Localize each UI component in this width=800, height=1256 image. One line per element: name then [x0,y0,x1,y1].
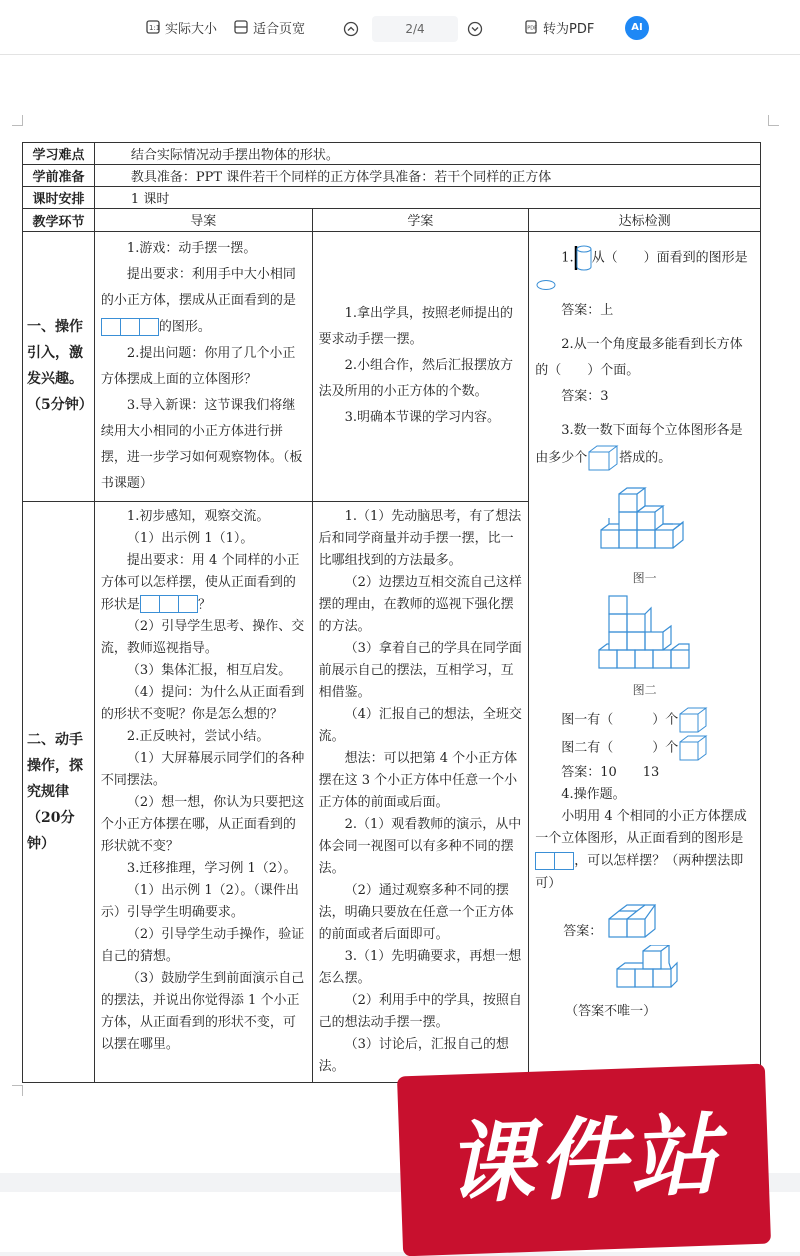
table-header-row [23,209,761,232]
check-q1 [535,244,754,298]
fit-width-label: 适合页宽 [253,21,306,37]
answer-cubes-two [615,945,679,991]
lesson-plan-table [22,142,761,1083]
check-text: 小明用 4 个相同的小正方体摆成一个立体图形，从正面看到的图形是 [535,809,747,846]
study-text: （2）边摆边互相交流自己这样摆的理由，在教师的巡视下强化摆的方法。 [318,574,522,634]
actual-size-icon [146,20,160,34]
row-value: 教具准备：PPT 课件若干个同样的正方体学具准备：若干个同样的正方体 [94,165,760,187]
cube-icon [678,734,708,762]
guide-text [101,550,306,617]
guide-text: （3）集体汇报，相互启发。 [126,663,292,678]
cylinder-icon [574,244,592,272]
header-study: 学案 [312,209,529,232]
guide-text: 2.正反映衬，尝试小结。 [126,729,270,744]
actual-size-button[interactable] [146,15,217,39]
two-squares-figure [535,850,574,872]
header-stage: 教学环节 [23,209,95,232]
guide-text: （2）想一想，你认为只要把这个小正方体摆在哪，从正面看到的形状就不变？ [100,795,305,854]
guide-text: （4）提问：为什么从正面看到的形状不变呢？你是怎么想的？ [100,685,305,722]
study-text: 3.（1）先明确要求，再想一想怎么摆。 [318,948,522,986]
row-value: 结合实际情况动手摆出物体的形状。 [94,143,760,165]
check-note: （答案不唯一） [565,1003,657,1019]
guide-cell [94,232,312,502]
check-cell [529,232,761,1083]
ai-assistant-button[interactable]: AI [625,16,649,40]
row-label: 学习难点 [23,143,95,165]
guide-text: 3.导入新课：这节课我们将继续用大小相同的小正方体进行拼摆，进一步学习如何观察物体。（板书课题） [100,397,303,491]
guide-text: 1.初步感知，观察交流。 [126,508,270,524]
check-text: 从（ ）面看到的图形是 [591,250,748,266]
figure-caption: 图一 [632,571,657,585]
guide-text: 提出要求：用 4 个同样的小正方体可以怎样摆，使从正面看到的形状是 [100,552,300,612]
check-text: 图二有（ ）个 [561,740,679,756]
guide-text: 的图形。 [158,319,211,335]
study-text: （2）通过观察多种不同的摆法，明确只要放在任意一个正方体的前面或者后面即可。 [318,882,514,942]
check-q3 [535,418,754,472]
pdf-icon [524,20,538,34]
check-q4-text [535,806,754,895]
study-text: 1.拿出学具，按照老师提出的要求动手摆一摆。 [318,306,513,348]
guide-text: （2）引导学生动手操作，验证自己的猜想。 [100,927,305,964]
check-q4: 4.操作题。 [561,787,626,802]
study-text: 想法：可以把第 4 个小正方体摆在这 3 个小正方体中任意一个小正方体的前面或后面。 [318,750,518,810]
guide-text: （2）引导学生思考、操作、交流，教师巡视指导。 [100,619,305,656]
cube-stack-figure-one [597,478,693,560]
study-text: （4）汇报自己的想法，全班交流。 [318,706,522,744]
check-answer: 答案：3 [561,389,609,404]
check-text: 1. [561,250,574,266]
next-page-icon[interactable] [467,21,483,37]
three-squares-figure [140,594,198,616]
watermark-stamp [397,1064,771,1256]
document-page [0,55,800,1173]
convert-pdf-label: 转为PDF [543,21,595,37]
study-cell [312,232,529,502]
fit-width-icon [234,20,248,34]
check-figure-line [535,734,754,762]
check-text: 图一有（ ）个 [561,712,679,728]
guide-text [101,262,306,341]
guide-text: （1）出示例 1（1）。 [126,530,254,546]
watermark-text: 课件站 [444,1103,724,1216]
page-margin-corner [12,115,23,126]
check-answer: 答案：上 [561,303,614,318]
study-text: （2）利用手中的学具，按照自己的想法动手摆一摆。 [318,992,522,1030]
guide-text: 提出要求：利用手中大小相同的小正方体，摆成从正面看到的是 [100,267,296,308]
row-value: 1 课时 [94,187,760,209]
section-title: 一、操作引入，激发兴趣。（5分钟） [23,232,95,502]
viewer-toolbar [0,0,800,55]
study-text: （3）讨论后，汇报自己的想法。 [318,1036,509,1074]
header-guide: 导案 [94,209,312,232]
table-row [23,232,761,502]
ellipse-icon [535,279,557,291]
header-check: 达标检测 [529,209,761,232]
guide-text: ？ [197,597,211,612]
page-margin-corner [12,1085,23,1096]
table-row [23,165,761,187]
study-text: 3.明确本节课的学习内容。 [344,410,500,426]
guide-text: 1.游戏：动手摆一摆。 [126,241,257,256]
check-answer: 答案：10 13 [561,765,660,780]
study-text: 2.小组合作，然后汇报摆放方法及所用的小正方体的个数。 [318,358,513,400]
figure-caption: 图二 [632,683,657,697]
study-text: 1.（1）先动脑思考，有了想法后和同学商量并动手摆一摆，比一比哪组找到的方法最多。 [318,508,522,568]
page-indicator[interactable]: 2/4 [372,16,458,42]
fit-width-button[interactable] [234,15,305,39]
study-text: （3）拿着自己的学具在同学面前展示自己的摆法，互相学习，互相借鉴。 [318,640,522,700]
cube-stack-figure-two [595,592,695,672]
convert-pdf-button[interactable] [524,15,594,39]
figure-two [535,592,754,698]
study-cell [312,501,529,1082]
answer-cubes-one [607,901,663,941]
previous-page-icon[interactable] [343,21,359,37]
check-text: 搭成的。 [619,450,672,466]
check-text: 3.数一数下面每个立体图形各是由多少个 [535,423,743,466]
check-q2: 2.从一个角度最多能看到长方体的（ ）个面。 [535,337,743,378]
check-figure-line [535,706,754,734]
guide-cell [94,501,312,1082]
check-text: ，可以怎样摆？（两种摆法即可） [535,853,744,891]
guide-text: （3）鼓励学生到前面演示自己的摆法，并说出你觉得添 1 个小正方体，从正面看到的形状不变，可以摆在哪里。 [100,971,305,1052]
cube-icon [587,444,619,472]
figure-one [535,478,754,586]
check-answer: 答案： [563,923,603,939]
table-row [23,187,761,209]
svg-text:PDF: PDF [527,25,538,32]
guide-text: （1）大屏幕展示同学们的各种不同摆法。 [100,751,305,788]
actual-size-label: 实际大小 [165,21,218,37]
table-row [23,143,761,165]
study-text: 2.（1）观看教师的演示，从中体会同一视图可以有多种不同的摆法。 [318,816,522,876]
guide-text: 3.迁移推理，学习例 1（2）。 [126,861,297,876]
row-label: 课时安排 [23,187,95,209]
three-squares-figure [101,314,159,340]
svg-text:1:1: 1:1 [149,24,160,32]
guide-text: 2.提出问题：你用了几个小正方体摆成上面的立体图形？ [100,345,296,387]
row-label: 学前准备 [23,165,95,187]
answer-figures [535,901,754,993]
cube-icon [678,706,708,734]
section-title: 二、动手操作，探究规律（20分钟） [23,501,95,1082]
guide-text: （1）出示例 1（2）。（课件出示）引导学生明确要求。 [100,883,299,920]
page-margin-corner [768,115,779,126]
